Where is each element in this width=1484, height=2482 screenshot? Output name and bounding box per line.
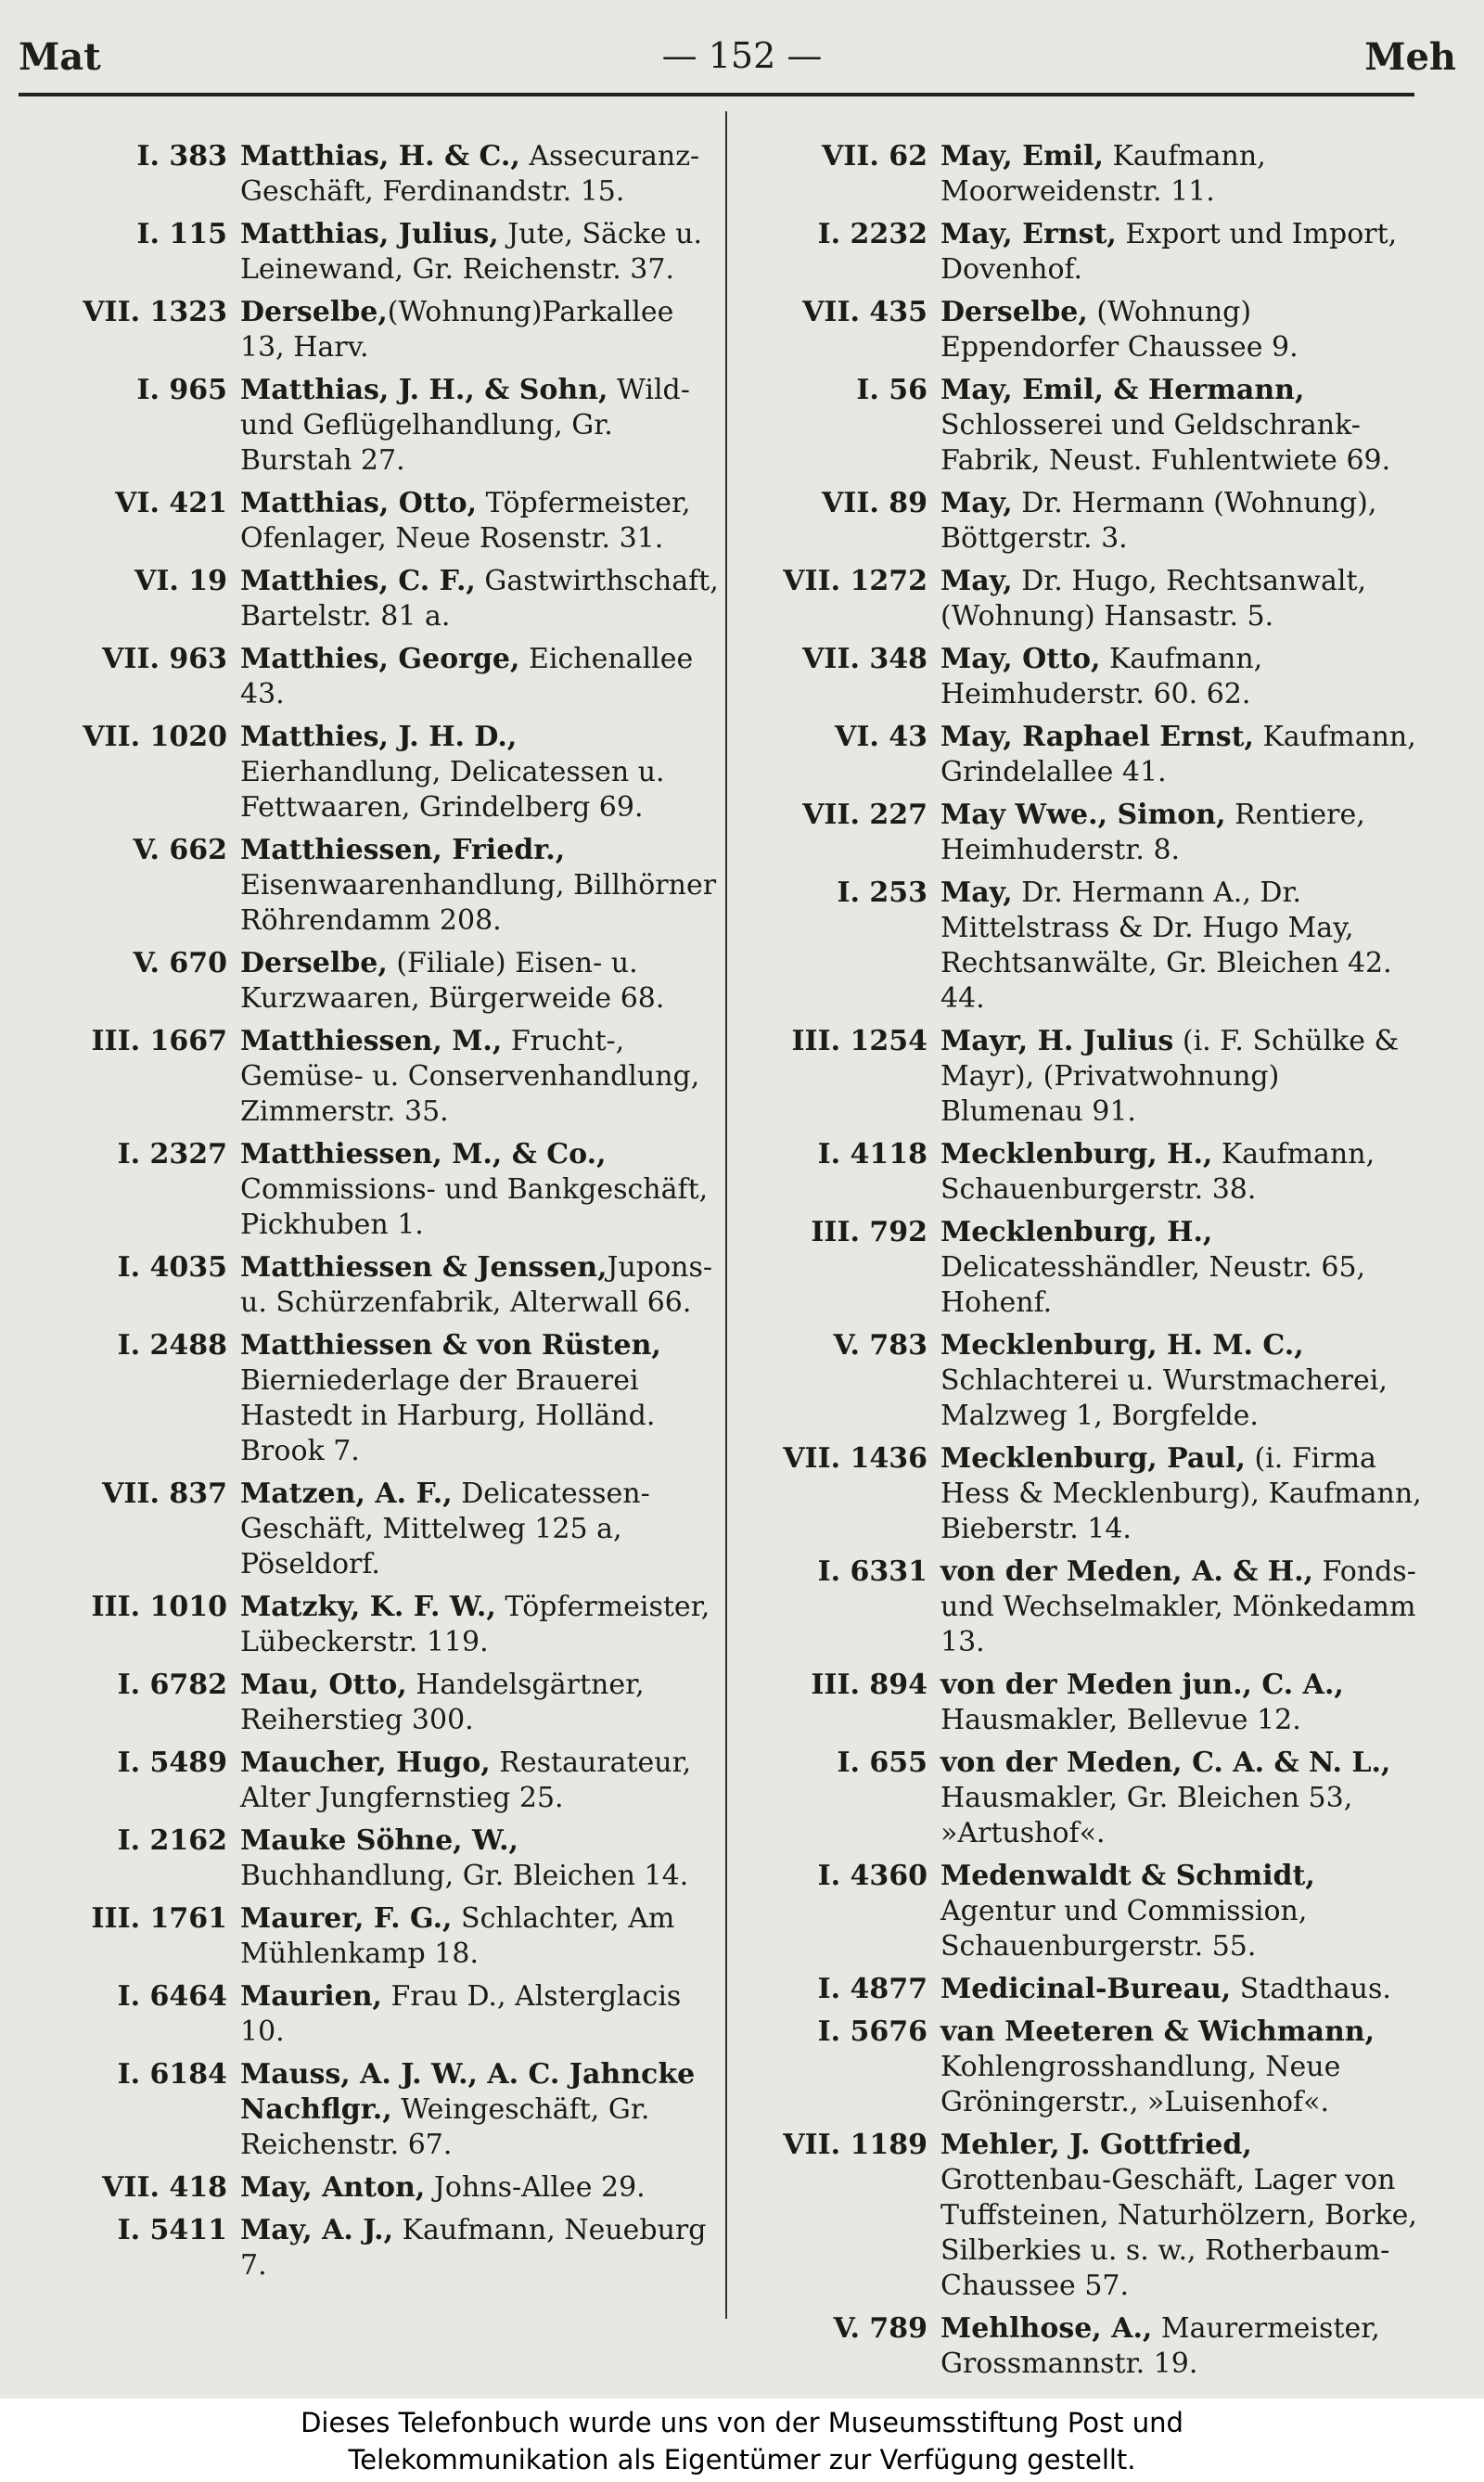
entry-text bbox=[240, 217, 723, 288]
entry-details: (i. Firma Hess & Mecklenburg), Kaufmann, Bieberstr. 14. bbox=[940, 1442, 1422, 1545]
directory-entry bbox=[742, 295, 1428, 365]
entry-details: Schlachter, Am Mühlenkamp 18. bbox=[240, 1902, 675, 1970]
left-column bbox=[19, 139, 723, 2291]
phone-number: I. 4035 bbox=[117, 1251, 227, 1284]
header-rule bbox=[19, 93, 1414, 96]
entry-text bbox=[240, 1250, 723, 1321]
directory-entry bbox=[19, 373, 723, 479]
entry-details: Frau D., Alsterglacis 10. bbox=[240, 1980, 682, 2048]
phone-number: VII. 1323 bbox=[83, 296, 227, 328]
phone-number: I. 6464 bbox=[117, 1980, 227, 2013]
phone-number: III. 1254 bbox=[791, 1025, 928, 1057]
entry-text bbox=[240, 642, 723, 712]
phone-number: I. 383 bbox=[136, 140, 227, 173]
entry-text bbox=[940, 1668, 1428, 1738]
entry-text bbox=[240, 720, 723, 825]
entry-name: Mauke Söhne, W., bbox=[240, 1824, 518, 1857]
entry-details: Kaufmann, Moorweidenstr. 11. bbox=[940, 140, 1266, 208]
phone-number: V. 670 bbox=[133, 947, 227, 979]
directory-entry bbox=[19, 720, 723, 825]
entry-name: Matzky, K. F. W., bbox=[240, 1591, 496, 1623]
directory-entry bbox=[742, 2128, 1428, 2304]
phone-number: I. 4118 bbox=[817, 1138, 928, 1171]
entry-details: Wild- und Geflügelhandlung, Gr. Burstah 27. bbox=[240, 374, 690, 477]
phone-number: I. 6184 bbox=[117, 2058, 227, 2091]
entry-text bbox=[240, 295, 723, 365]
phone-number: VII. 1189 bbox=[783, 2129, 928, 2161]
phone-number: V. 783 bbox=[833, 1329, 928, 1362]
directory-entry bbox=[742, 1137, 1428, 1208]
directory-entry bbox=[19, 1590, 723, 1660]
phone-number: V. 662 bbox=[133, 834, 227, 866]
entry-text bbox=[240, 373, 723, 479]
phone-number: VI. 421 bbox=[115, 487, 227, 519]
directory-entry bbox=[19, 1823, 723, 1894]
entry-details: Kaufmann, Neueburg 7. bbox=[240, 2214, 707, 2282]
entry-details: Export und Import, Dovenhof. bbox=[940, 218, 1398, 286]
phone-number: VII. 435 bbox=[802, 296, 928, 328]
entry-details: (Filiale) Eisen- u. Kurzwaaren, Bürgerweide 68. bbox=[240, 947, 665, 1015]
entry-name: Matthiessen & Jenssen, bbox=[240, 1251, 608, 1284]
directory-entry bbox=[742, 1554, 1428, 1660]
entry-details: Jupons- u. Schürzenfabrik, Alterwall 66. bbox=[240, 1251, 712, 1319]
entry-text bbox=[240, 1979, 723, 2050]
directory-entry bbox=[742, 139, 1428, 210]
entry-text bbox=[940, 1859, 1428, 1964]
entry-details: Dr. Hugo, Rechtsanwalt, (Wohnung) Hansastr. 5. bbox=[940, 565, 1367, 633]
entry-name: Matthias, Julius, bbox=[240, 218, 499, 250]
entry-name: Matthies, C. F., bbox=[240, 565, 476, 597]
entry-name: Derselbe, bbox=[940, 296, 1088, 328]
entry-text bbox=[240, 1477, 723, 1582]
phone-number: VII. 1436 bbox=[783, 1442, 928, 1475]
entry-name: Mayr, H. Julius bbox=[940, 1025, 1174, 1057]
entry-name: Matthiessen, M., & Co., bbox=[240, 1138, 607, 1171]
directory-entry bbox=[19, 1477, 723, 1582]
phone-number: III. 1010 bbox=[91, 1591, 227, 1623]
entry-name: von der Meden jun., C. A., bbox=[940, 1669, 1344, 1701]
entry-details: Commissions- und Bankgeschäft, Pickhuben 1. bbox=[240, 1173, 709, 1241]
entry-name: Matthiessen, M., bbox=[240, 1025, 503, 1057]
entry-text bbox=[240, 1137, 723, 1243]
entry-name: Mecklenburg, Paul, bbox=[940, 1442, 1246, 1475]
phone-number: I. 6782 bbox=[117, 1669, 227, 1701]
entry-text bbox=[240, 2057, 723, 2163]
entry-details: Töpfermeister, Lübeckerstr. 119. bbox=[240, 1591, 710, 1658]
directory-entry bbox=[742, 2015, 1428, 2120]
directory-entry bbox=[742, 876, 1428, 1017]
entry-text bbox=[940, 1137, 1428, 1208]
directory-entry bbox=[742, 1668, 1428, 1738]
phone-number: VII. 963 bbox=[102, 643, 227, 675]
entry-text bbox=[240, 2170, 723, 2206]
right-column bbox=[742, 139, 1428, 2389]
entry-text bbox=[940, 486, 1428, 557]
entry-name: Matthias, J. H., & Sohn, bbox=[240, 374, 608, 406]
phone-number: VI. 19 bbox=[134, 565, 227, 597]
entry-name: Maucher, Hugo, bbox=[240, 1746, 491, 1779]
entry-details: Schlachterei u. Wurstmacherei, Malzweg 1, Borgfelde. bbox=[940, 1364, 1388, 1432]
entry-details: Dr. Hermann A., Dr. Mittelstrass & Dr. Hugo May, Rechtsanwälte, Gr. Bleichen 42. 44. bbox=[940, 876, 1392, 1015]
entry-text bbox=[240, 946, 723, 1017]
directory-entry bbox=[19, 139, 723, 210]
entry-name: Derselbe, bbox=[240, 947, 388, 979]
phone-number: I. 115 bbox=[136, 218, 227, 250]
directory-entry bbox=[19, 564, 723, 634]
entry-details: Hausmakler, Gr. Bleichen 53, »Artushof«. bbox=[940, 1782, 1353, 1849]
entry-text bbox=[940, 642, 1428, 712]
entry-text bbox=[940, 2128, 1428, 2304]
entry-name: Derselbe, bbox=[240, 296, 388, 328]
directory-entry bbox=[19, 1746, 723, 1816]
entry-text bbox=[940, 1972, 1428, 2007]
directory-entry bbox=[742, 1024, 1428, 1130]
entry-text bbox=[240, 1668, 723, 1738]
entry-details: Kaufmann, Grindelallee 41. bbox=[940, 721, 1416, 788]
phone-number: III. 1667 bbox=[91, 1025, 227, 1057]
entry-text bbox=[940, 1215, 1428, 1321]
entry-details: (Wohnung) Eppendorfer Chaussee 9. bbox=[940, 296, 1298, 364]
directory-entry bbox=[742, 1441, 1428, 1547]
directory-entry bbox=[19, 1328, 723, 1469]
column-divider bbox=[725, 111, 727, 2319]
entry-details: Delicatesshändler, Neustr. 65, Hohenf. bbox=[940, 1251, 1366, 1319]
directory-entry bbox=[19, 2057, 723, 2163]
entry-name: May, Anton, bbox=[240, 2171, 426, 2204]
phone-number: I. 5411 bbox=[117, 2214, 227, 2246]
entry-text bbox=[940, 217, 1428, 288]
entry-name: Medenwaldt & Schmidt, bbox=[940, 1860, 1315, 1892]
entry-details: Fonds- und Wechselmakler, Mönkedamm 13. bbox=[940, 1555, 1416, 1658]
phone-number: I. 56 bbox=[856, 374, 928, 406]
entry-details: (i. F. Schülke & Mayr), (Privatwohnung) Blumenau 91. bbox=[940, 1025, 1400, 1128]
entry-details: Gastwirthschaft, Bartelstr. 81 a. bbox=[240, 565, 719, 633]
directory-entry bbox=[742, 217, 1428, 288]
entry-name: Mauss, A. J. W., A. C. Jahncke Nachflgr., bbox=[240, 2058, 696, 2126]
entry-details: Schlosserei und Geldschrank-Fabrik, Neust. Fuhlentwiete 69. bbox=[940, 409, 1391, 477]
entry-details: Maurermeister, Grossmannstr. 19. bbox=[940, 2312, 1380, 2380]
entry-details: Stadthaus. bbox=[1231, 1973, 1391, 2005]
entry-details: Dr. Hermann (Wohnung), Böttgerstr. 3. bbox=[940, 487, 1377, 555]
directory-entry bbox=[19, 1250, 723, 1321]
entry-details: Kaufmann, Heimhuderstr. 60. 62. bbox=[940, 643, 1263, 710]
entry-details: Eierhandlung, Delicatessen u. Fettwaaren, Grindelberg 69. bbox=[240, 756, 665, 824]
entry-details: (Wohnung)Parkallee 13, Harv. bbox=[240, 296, 674, 364]
entry-details: Töpfermeister, Ofenlager, Neue Rosenstr. 31. bbox=[240, 487, 691, 555]
entry-details: Johns-Allee 29. bbox=[425, 2171, 646, 2204]
entry-text bbox=[240, 1823, 723, 1894]
entry-name: van Meeteren & Wichmann, bbox=[940, 2015, 1375, 2048]
directory-entry bbox=[742, 564, 1428, 634]
entry-name: Mecklenburg, H., bbox=[940, 1216, 1213, 1248]
phone-number: III. 792 bbox=[811, 1216, 928, 1248]
entry-details: Rentiere, Heimhuderstr. 8. bbox=[940, 799, 1365, 866]
entry-details: Eisenwaarenhandlung, Billhörner Röhrendamm 208. bbox=[240, 869, 717, 937]
phone-number: I. 655 bbox=[837, 1746, 928, 1779]
entry-name: May, Emil, bbox=[940, 140, 1104, 173]
phone-number: III. 894 bbox=[811, 1669, 928, 1701]
entry-text bbox=[940, 2311, 1428, 2382]
directory-entry bbox=[742, 1328, 1428, 1434]
entry-text bbox=[240, 1024, 723, 1130]
phone-number: V. 789 bbox=[833, 2312, 928, 2345]
entry-details: Delicatessen-Geschäft, Mittelweg 125 a, Pöseldorf. bbox=[240, 1478, 650, 1580]
entry-details: Kaufmann, Schauenburgerstr. 38. bbox=[940, 1138, 1375, 1206]
directory-entry bbox=[19, 946, 723, 1017]
entry-text bbox=[940, 295, 1428, 365]
entry-text bbox=[940, 1441, 1428, 1547]
entry-details: Bierniederlage der Brauerei Hastedt in Harburg, Holländ. Brook 7. bbox=[240, 1364, 656, 1467]
entry-name: Matthiessen, Friedr., bbox=[240, 834, 566, 866]
entry-name: Maurien, bbox=[240, 1980, 383, 2013]
entry-text bbox=[940, 1328, 1428, 1434]
directory-entry bbox=[742, 720, 1428, 790]
entry-text bbox=[240, 2213, 723, 2284]
phone-number: VII. 418 bbox=[102, 2171, 227, 2204]
entry-text bbox=[240, 1328, 723, 1469]
directory-entry bbox=[742, 1746, 1428, 1851]
entry-name: Matthias, Otto, bbox=[240, 487, 478, 519]
phone-number: VII. 89 bbox=[822, 487, 928, 519]
entry-name: Mehlhose, A., bbox=[940, 2312, 1153, 2345]
directory-entry bbox=[742, 798, 1428, 868]
phone-number: I. 2162 bbox=[117, 1824, 227, 1857]
header-right-keyword: Meh bbox=[1364, 35, 1456, 79]
phone-number: I. 2488 bbox=[117, 1329, 227, 1362]
entry-text bbox=[940, 2015, 1428, 2120]
phone-number: I. 6331 bbox=[817, 1555, 928, 1588]
entry-name: Mecklenburg, H. M. C., bbox=[940, 1329, 1304, 1362]
phone-number: VII. 1020 bbox=[83, 721, 227, 753]
entry-details: Assecuranz-Geschäft, Ferdinandstr. 15. bbox=[240, 140, 700, 208]
phone-number: VII. 348 bbox=[802, 643, 928, 675]
entry-name: von der Meden, C. A. & N. L., bbox=[940, 1746, 1391, 1779]
entry-text bbox=[940, 373, 1428, 479]
phone-number: VII. 227 bbox=[802, 799, 928, 831]
directory-entry bbox=[742, 2311, 1428, 2382]
entry-details: Frucht-, Gemüse- u. Conservenhandlung, Zimmerstr. 35. bbox=[240, 1025, 700, 1128]
entry-name: May, bbox=[940, 876, 1013, 909]
phone-number: III. 1761 bbox=[91, 1902, 227, 1935]
entry-name: May, bbox=[940, 487, 1013, 519]
header-left-keyword: Mat bbox=[19, 35, 101, 79]
entry-name: May, Raphael Ernst, bbox=[940, 721, 1254, 753]
entry-text bbox=[240, 1746, 723, 1816]
phone-number: I. 4360 bbox=[817, 1860, 928, 1892]
entry-details: Kohlengrosshandlung, Neue Gröningerstr., »Luisenhof«. bbox=[940, 2051, 1341, 2118]
entry-name: May Wwe., Simon, bbox=[940, 799, 1226, 831]
directory-entry bbox=[19, 2213, 723, 2284]
phone-number: I. 5489 bbox=[117, 1746, 227, 1779]
entry-text bbox=[240, 139, 723, 210]
entry-details: Eichenallee 43. bbox=[240, 643, 694, 710]
entry-name: May, Emil, & Hermann, bbox=[940, 374, 1305, 406]
entry-name: Mehler, J. Gottfried, bbox=[940, 2129, 1252, 2161]
phone-number: VII. 62 bbox=[822, 140, 928, 173]
footer-line-2: Telekommunikation als Eigentümer zur Verfügung gestellt. bbox=[348, 2444, 1136, 2476]
footer-line-1: Dieses Telefonbuch wurde uns von der Museumsstiftung Post und bbox=[301, 2407, 1183, 2438]
directory-entry bbox=[19, 295, 723, 365]
entry-text bbox=[940, 1554, 1428, 1660]
entry-name: Mecklenburg, H., bbox=[940, 1138, 1213, 1171]
entry-name: Maurer, F. G., bbox=[240, 1902, 453, 1935]
directory-entry bbox=[742, 642, 1428, 712]
phone-number: I. 2327 bbox=[117, 1138, 227, 1171]
entry-name: May, Ernst, bbox=[940, 218, 1117, 250]
directory-entry bbox=[742, 486, 1428, 557]
phone-number: I. 965 bbox=[136, 374, 227, 406]
entry-details: Weingeschäft, Gr. Reichenstr. 67. bbox=[240, 2093, 650, 2161]
entry-text bbox=[940, 564, 1428, 634]
directory-entry bbox=[742, 1859, 1428, 1964]
entry-details: Grottenbau-Geschäft, Lager von Tuffsteinen, Naturhölzern, Borke, Silberkies u. s. w., Rotherbaum-Chaussee 57. bbox=[940, 2164, 1417, 2302]
entry-name: Medicinal-Bureau, bbox=[940, 1973, 1232, 2005]
directory-entry bbox=[19, 2170, 723, 2206]
phone-number: VI. 43 bbox=[835, 721, 928, 753]
phone-number: I. 253 bbox=[837, 876, 928, 909]
entry-name: Matzen, A. F., bbox=[240, 1478, 453, 1510]
footer-notice bbox=[0, 2404, 1484, 2478]
entry-text bbox=[240, 564, 723, 634]
phone-number: VII. 1272 bbox=[783, 565, 928, 597]
entry-details: Buchhandlung, Gr. Bleichen 14. bbox=[240, 1860, 689, 1892]
directory-entry bbox=[19, 486, 723, 557]
entry-details: Agentur und Commission, Schauenburgerstr. 55. bbox=[940, 1895, 1308, 1963]
page-number: — 152 — bbox=[661, 35, 823, 76]
entry-details: Handelsgärtner, Reiherstieg 300. bbox=[240, 1669, 645, 1736]
phone-number: I. 4877 bbox=[817, 1973, 928, 2005]
entry-name: May, A. J., bbox=[240, 2214, 394, 2246]
entry-text bbox=[240, 486, 723, 557]
directory-entry bbox=[19, 642, 723, 712]
entry-text bbox=[240, 833, 723, 939]
entry-details: Hausmakler, Bellevue 12. bbox=[940, 1704, 1301, 1736]
phone-number: VII. 837 bbox=[102, 1478, 227, 1510]
directory-entry bbox=[742, 1972, 1428, 2007]
entry-text bbox=[240, 1901, 723, 1972]
directory-entry bbox=[742, 1215, 1428, 1321]
entry-name: Matthiessen & von Rüsten, bbox=[240, 1329, 661, 1362]
directory-entry bbox=[742, 373, 1428, 479]
entry-text bbox=[940, 720, 1428, 790]
entry-name: von der Meden, A. & H., bbox=[940, 1555, 1313, 1588]
directory-entry bbox=[19, 1024, 723, 1130]
entry-name: Matthias, H. & C., bbox=[240, 140, 520, 173]
entry-name: May, bbox=[940, 565, 1013, 597]
entry-text bbox=[940, 1024, 1428, 1130]
entry-details: Restaurateur, Alter Jungfernstieg 25. bbox=[240, 1746, 692, 1814]
entry-name: Matthies, J. H. D., bbox=[240, 721, 518, 753]
directory-entry bbox=[19, 833, 723, 939]
entry-name: Matthies, George, bbox=[240, 643, 520, 675]
entry-details: Jute, Säcke u. Leinewand, Gr. Reichenstr. 37. bbox=[240, 218, 703, 286]
entry-text bbox=[940, 876, 1428, 1017]
directory-entry bbox=[19, 1668, 723, 1738]
directory-entry bbox=[19, 1979, 723, 2050]
directory-entry bbox=[19, 217, 723, 288]
entry-text bbox=[240, 1590, 723, 1660]
entry-name: May, Otto, bbox=[940, 643, 1101, 675]
entry-name: Mau, Otto, bbox=[240, 1669, 407, 1701]
phone-number: I. 2232 bbox=[817, 218, 928, 250]
entry-text bbox=[940, 139, 1428, 210]
entry-text bbox=[940, 798, 1428, 868]
directory-entry bbox=[19, 1901, 723, 1972]
directory-entry bbox=[19, 1137, 723, 1243]
entry-text bbox=[940, 1746, 1428, 1851]
phone-number: I. 5676 bbox=[817, 2015, 928, 2048]
